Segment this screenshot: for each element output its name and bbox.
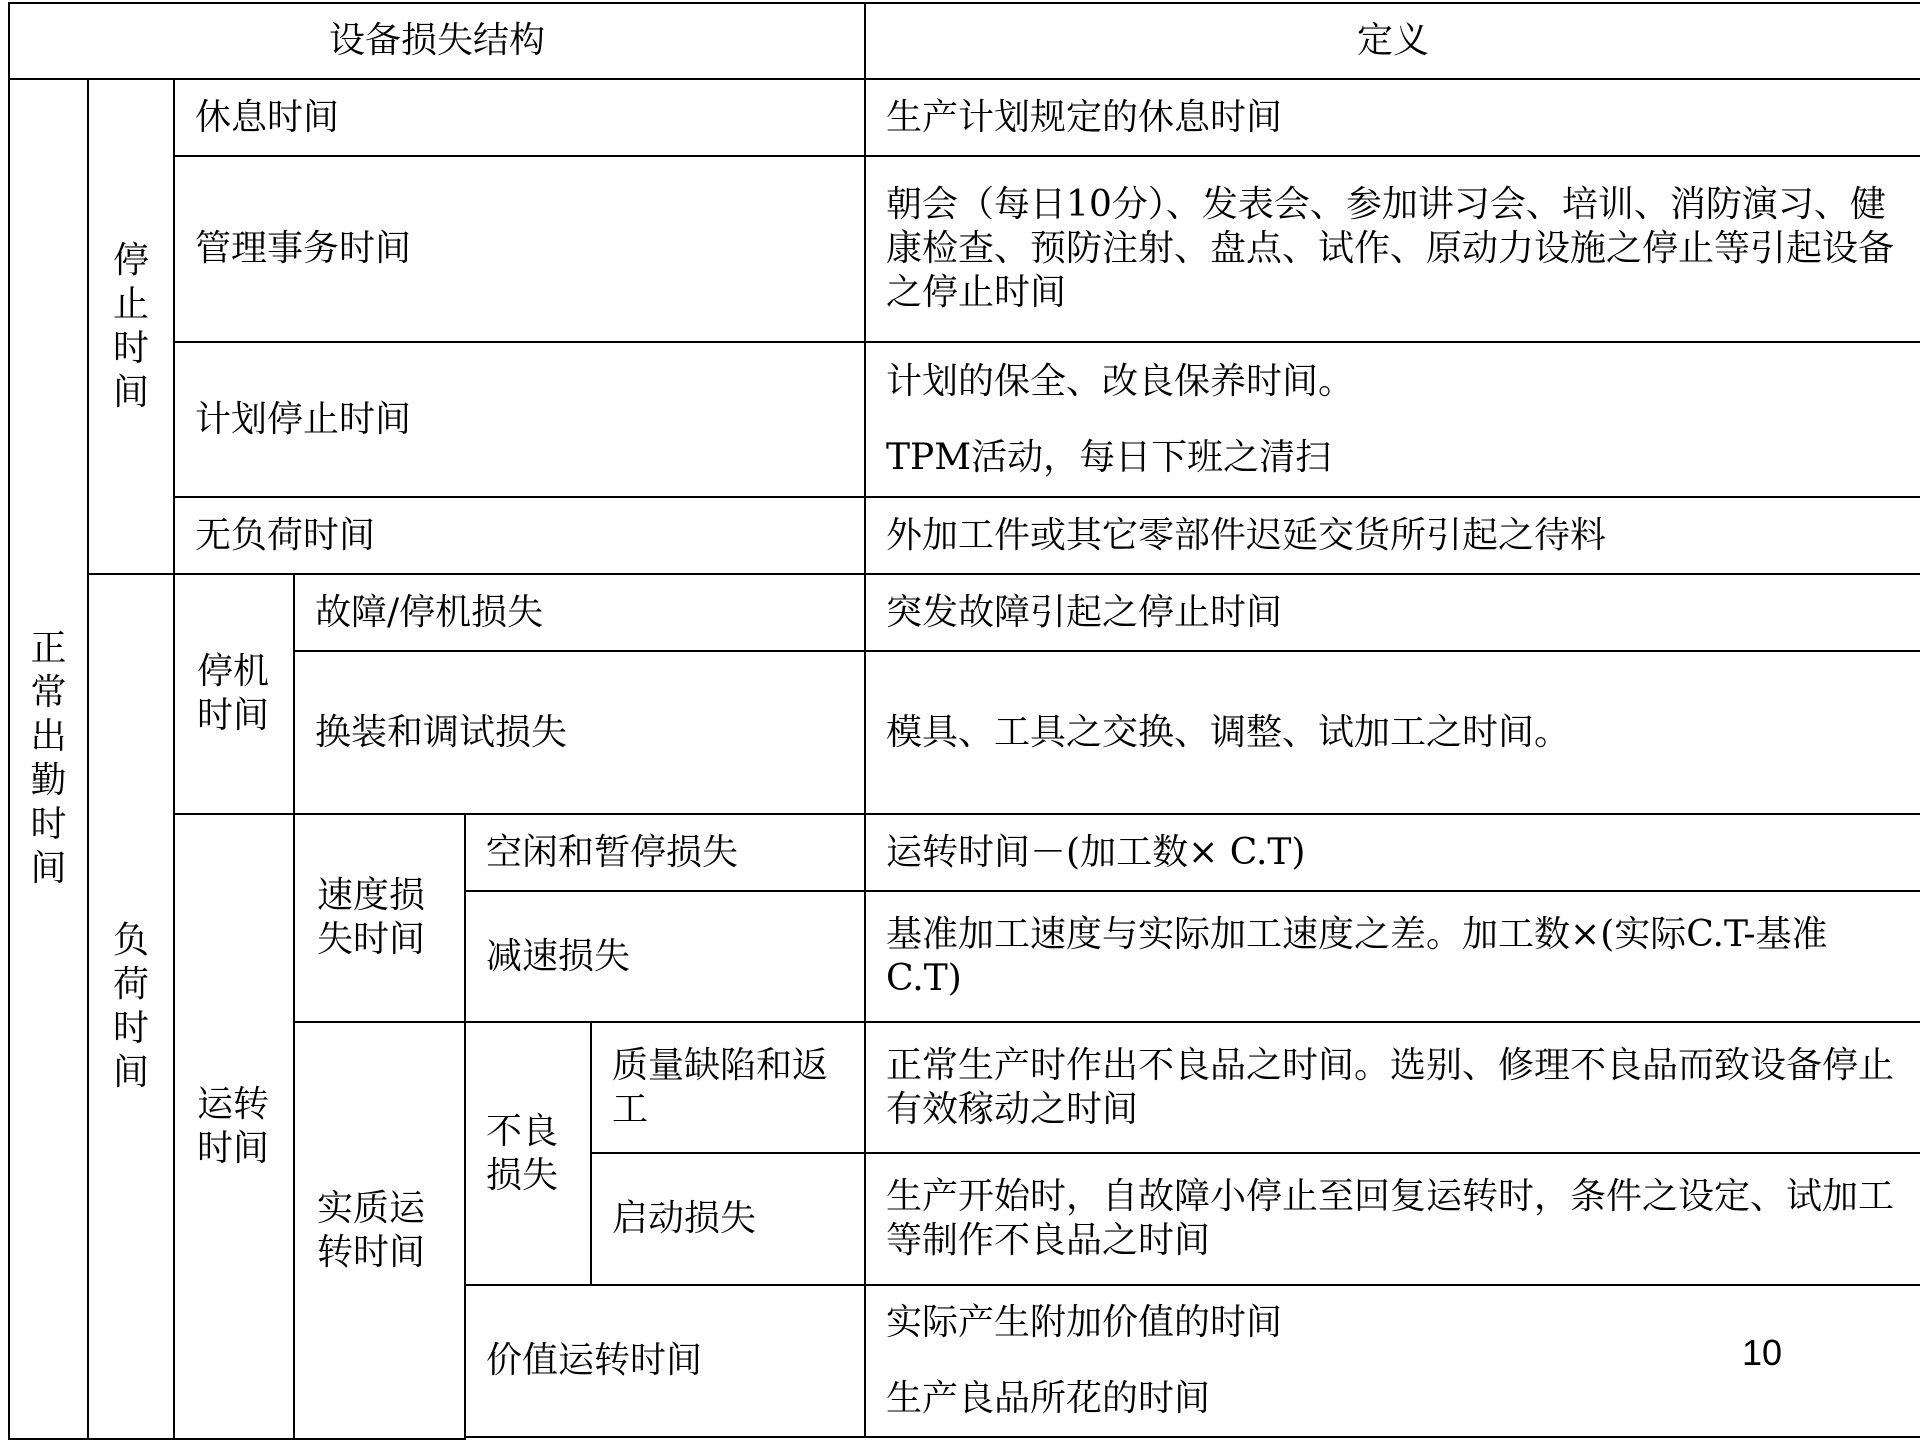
- row-label-idle: 空闲和暂停损失: [465, 814, 865, 891]
- row-label-speed-loss: 减速损失: [465, 891, 865, 1022]
- page-number: 10: [1741, 1332, 1782, 1373]
- group-normal-attendance: 正常出勤时间: [9, 79, 88, 1439]
- row-definition-startup: 生产开始时，自故障小停止至回复运转时，条件之设定、试加工等制作不良品之时间: [865, 1153, 1920, 1285]
- row-label-breakdown: 故障/停机损失: [294, 574, 865, 651]
- row-definition-no-load: 外加工件或其它零部件迟延交货所引起之待料: [865, 497, 1920, 574]
- row-definition-planned-stop: 计划的保全、改良保养时间。 TPM活动，每日下班之清扫: [865, 342, 1920, 497]
- header-definition: 定义: [865, 3, 1920, 79]
- row-label-setup: 换装和调试损失: [294, 651, 865, 814]
- row-label-value-operating: 价值运转时间: [465, 1285, 865, 1437]
- row-definition-idle: 运转时间－(加工数× C.T): [865, 814, 1920, 891]
- row-label-startup: 启动损失: [591, 1153, 865, 1285]
- group-stop-time: 停止时间: [88, 79, 174, 574]
- row-definition-speed-loss: 基准加工速度与实际加工速度之差。加工数×(实际C.T-基准C.T): [865, 891, 1920, 1022]
- row-definition-breakdown: 突发故障引起之停止时间: [865, 574, 1920, 651]
- row-definition-quality-defect: 正常生产时作出不良品之时间。选别、修理不良品而致设备停止有效稼动之时间: [865, 1022, 1920, 1153]
- equipment-loss-table: [8, 2, 1920, 1440]
- group-load-time: 负荷时间: [88, 574, 174, 1439]
- row-label-planned-stop: 计划停止时间: [174, 342, 865, 497]
- row-definition-setup: 模具、工具之交换、调整、试加工之时间。: [865, 651, 1920, 814]
- row-label-admin-time: 管理事务时间: [174, 156, 865, 342]
- row-label-quality-defect: 质量缺陷和返工: [591, 1022, 865, 1153]
- row-label-no-load: 无负荷时间: [174, 497, 865, 574]
- header-structure: 设备损失结构: [9, 3, 865, 79]
- group-operating-time: 运转时间: [174, 814, 294, 1439]
- row-definition-rest-time: 生产计划规定的休息时间: [865, 79, 1920, 156]
- group-net-operating-time: 实质运转时间: [294, 1022, 465, 1439]
- group-defect-loss: 不良损失: [465, 1022, 591, 1285]
- row-definition-value-operating: 实际产生附加价值的时间 生产良品所花的时间: [865, 1285, 1920, 1437]
- group-downtime: 停机时间: [174, 574, 294, 814]
- group-speed-loss-time: 速度损失时间: [294, 814, 465, 1022]
- row-label-rest-time: 休息时间: [174, 79, 865, 156]
- row-definition-admin-time: 朝会（每日10分）、发表会、参加讲习会、培训、消防演习、健康检查、预防注射、盘点、试作、原动力设施之停止等引起设备之停止时间: [865, 156, 1920, 342]
